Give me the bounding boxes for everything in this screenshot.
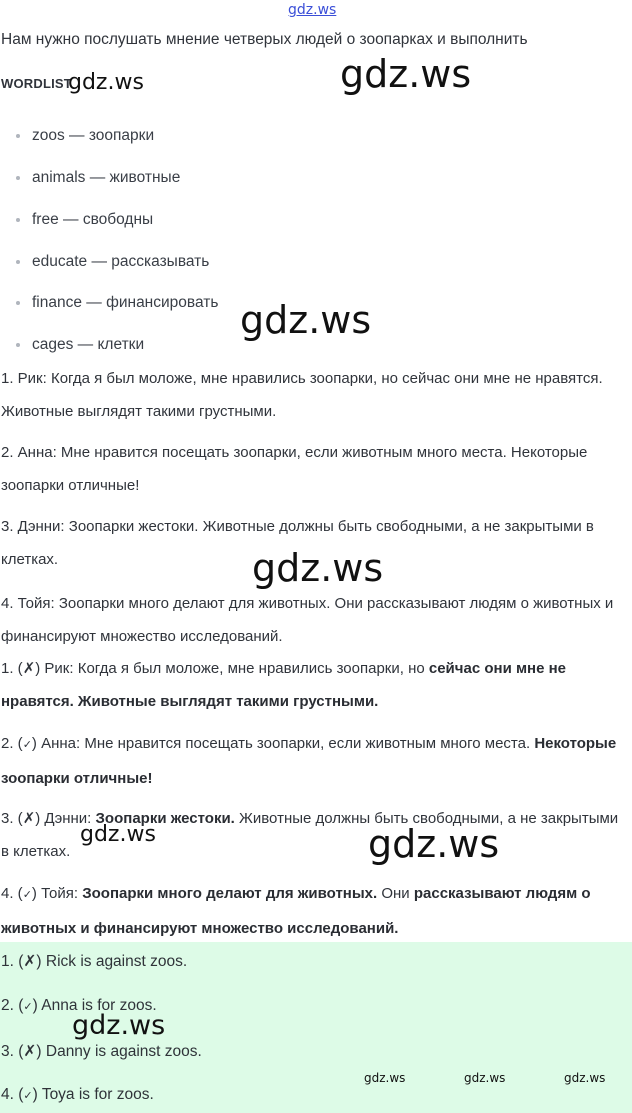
answer-line: 2. (✓) Anna is for zoos. — [1, 997, 157, 1014]
answer-line: 3. (✗) Danny is against zoos. — [1, 1043, 202, 1060]
wordlist-item: free — свободны — [16, 211, 153, 229]
highlighted-text: Некоторые зоопарки отличные! — [1, 735, 617, 787]
watermark: gdz.ws — [340, 52, 472, 96]
marked-paragraph: 2. (✓) Анна: Мне нравится посещать зоопарки, если животным много места. Некоторые зоопарки отличные! — [1, 735, 617, 787]
wordlist-item: finance — финансировать — [16, 294, 218, 312]
cross-mark-icon: ✗ — [23, 953, 37, 970]
bullet-icon — [16, 134, 20, 138]
watermark: gdz.ws — [80, 822, 156, 847]
wordlist-item: cages — клетки — [16, 336, 144, 354]
bullet-icon — [16, 176, 20, 180]
bullet-icon — [16, 301, 20, 305]
translation-paragraph: 2. Анна: Мне нравится посещать зоопарки, если животным много места. Некоторые зоопарки отличные! — [1, 444, 588, 494]
highlighted-text: Зоопарки много делают для животных. — [82, 885, 378, 902]
bullet-icon — [16, 343, 20, 347]
marked-paragraph: 3. (✗) Дэнни: Зоопарки жестоки. Животные должны быть свободными, а не закрытыми в клетках. — [1, 810, 619, 860]
watermark: gdz.ws — [464, 1071, 506, 1085]
watermark: gdz.ws — [68, 70, 144, 95]
watermark: gdz.ws — [240, 298, 372, 342]
check-mark-icon: ✓ — [23, 1090, 33, 1102]
cross-mark-icon: ✗ — [22, 660, 36, 677]
translation-paragraph: 1. Рик: Когда я был моложе, мне нравились зоопарки, но сейчас они мне не нравятся. Животные выглядят такими грустными. — [1, 370, 603, 420]
check-mark-icon: ✓ — [22, 739, 32, 751]
watermark: gdz.ws — [252, 546, 384, 590]
highlighted-text: Зоопарки жестоки. — [95, 810, 235, 827]
intro-text: Нам нужно послушать мнение четверых людей о зоопарках и выполнить — [1, 31, 528, 48]
highlighted-text: сейчас они мне не нравятся. Животные выглядят такими грустными. — [1, 660, 567, 710]
marked-paragraph: 1. (✗) Рик: Когда я был моложе, мне нравились зоопарки, но сейчас они мне не нравятся. Животные выглядят такими грустными. — [1, 660, 567, 710]
wordlist-item: zoos — зоопарки — [16, 127, 154, 145]
marked-paragraph: 4. (✓) Тойя: Зоопарки много делают для животных. Они рассказывают людям о животных и финансируют множество исследований. — [1, 885, 591, 937]
cross-mark-icon: ✗ — [22, 810, 36, 827]
watermark: gdz.ws — [72, 1010, 166, 1041]
watermark: gdz.ws — [364, 1071, 406, 1085]
wordlist-title: WORDLIST — [1, 76, 72, 91]
bullet-icon — [16, 218, 20, 222]
wordlist-item: educate — рассказывать — [16, 253, 209, 271]
bullet-icon — [16, 260, 20, 264]
check-mark-icon: ✓ — [22, 889, 32, 901]
watermark: gdz.ws — [564, 1071, 606, 1085]
check-mark-icon: ✓ — [23, 1001, 33, 1013]
answer-line: 4. (✓) Toya is for zoos. — [1, 1086, 154, 1103]
translation-paragraph: 3. Дэнни: Зоопарки жестоки. Животные должны быть свободными, а не закрытыми в клетках. — [1, 518, 594, 568]
highlighted-text: рассказывают людям о животных и финансируют множество исследований. — [1, 885, 591, 937]
cross-mark-icon: ✗ — [23, 1043, 37, 1060]
wordlist-item: animals — животные — [16, 169, 180, 187]
answer-line: 1. (✗) Rick is against zoos. — [1, 953, 188, 970]
translation-paragraph: 4. Тойя: Зоопарки много делают для животных. Они рассказывают людям о животных и финансируют множество исследований. — [1, 595, 614, 645]
watermark: gdz.ws — [368, 822, 500, 866]
watermark-link[interactable]: gdz.ws — [288, 2, 337, 18]
